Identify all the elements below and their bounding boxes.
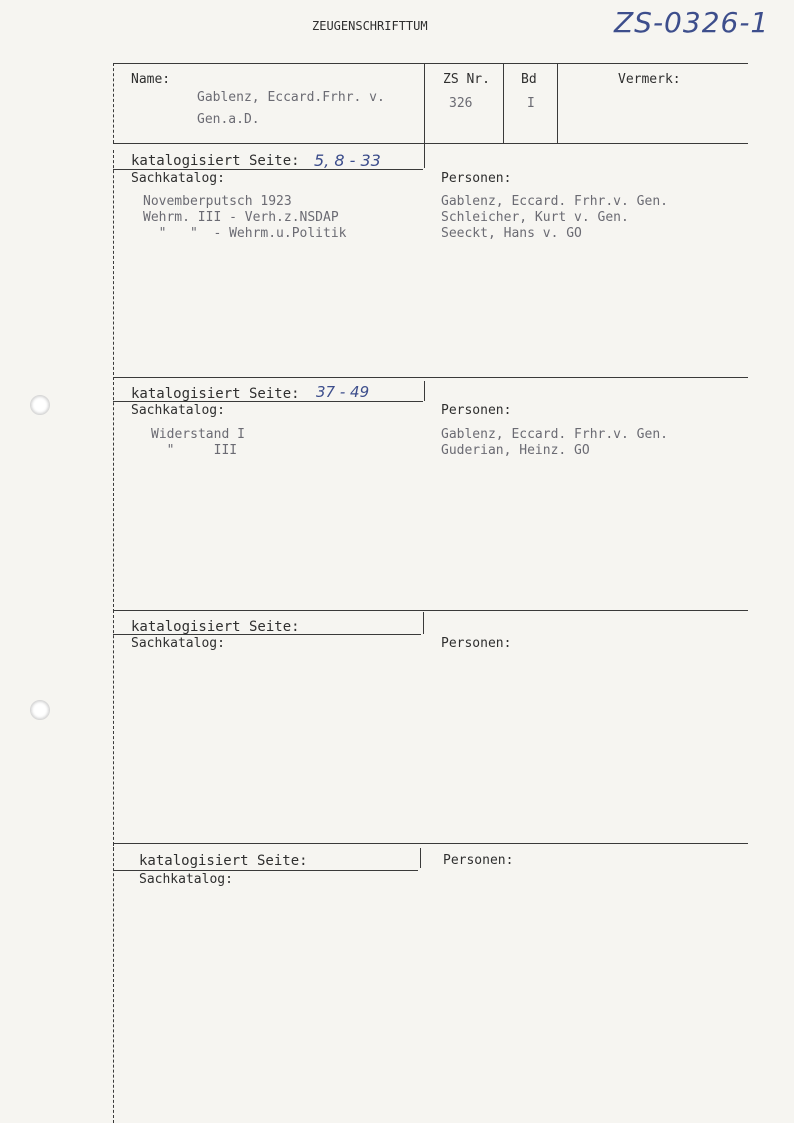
section2-top-line [113,377,748,378]
section4-personen-label: Personen: [443,853,514,868]
section4-sach-label: Sachkatalog: [139,872,233,887]
section4-katalog-tick [420,848,421,868]
section3-katalog-label: katalogisiert Seite: [131,619,300,635]
section4-katalog-underline [113,870,418,871]
name-box-divider-zs [424,63,425,148]
section2-left-line [113,377,114,612]
name-box-top-line [113,63,748,64]
punch-hole-bottom [30,700,50,720]
section1-left-line [113,150,114,380]
section1-sach-item: " " - Wehrm.u.Politik [143,226,347,241]
section2-sach-item: " III [151,443,238,458]
section2-sach-item: Widerstand I [151,427,245,442]
section2-sach-label: Sachkatalog: [131,403,225,418]
section1-sach-item: Novemberputsch 1923 [143,194,292,209]
section2-personen-item: Guderian, Heinz. GO [441,443,590,458]
zs-value: 326 [449,96,473,111]
section2-katalog-pages: 37 - 49 [316,383,370,401]
section2-katalog-label: katalogisiert Seite: [131,386,300,402]
bd-label: Bd [521,72,537,87]
name-box-bottom-line [113,143,748,144]
section1-personen-item: Schleicher, Kurt v. Gen. [441,210,629,225]
section1-personen-label: Personen: [441,171,512,186]
section1-katalog-label: katalogisiert Seite: [131,153,300,169]
name-box-left-line [113,63,114,143]
name-value-line2: Gen.a.D. [197,112,260,127]
section3-left-line [113,610,114,850]
section1-personen-item: Seeckt, Hans v. GO [441,226,582,241]
section1-sach-label: Sachkatalog: [131,171,225,186]
name-box-divider-bd [503,63,504,143]
section2-personen-item: Gablenz, Eccard. Frhr.v. Gen. [441,427,668,442]
section1-sach-item: Wehrm. III - Verh.z.NSDAP [143,210,339,225]
section1-personen-item: Gablenz, Eccard. Frhr.v. Gen. [441,194,668,209]
section3-sach-label: Sachkatalog: [131,636,225,651]
bd-value: I [527,96,535,111]
section2-katalog-tick [424,381,425,401]
section2-personen-label: Personen: [441,403,512,418]
section4-left-line [113,843,114,1123]
section3-top-line [113,610,748,611]
section3-katalog-tick [423,612,424,634]
section1-katalog-pages: 5, 8 - 33 [314,151,381,170]
section1-katalog-tick [424,148,425,168]
zs-label: ZS Nr. [443,72,490,87]
document-title: ZEUGENSCHRIFTTUM [312,19,428,33]
section3-personen-label: Personen: [441,636,512,651]
section4-katalog-label: katalogisiert Seite: [139,853,308,869]
punch-hole-top [30,395,50,415]
name-box-divider-vermerk [557,63,558,143]
vermerk-label: Vermerk: [618,72,681,87]
section4-top-line [113,843,748,844]
name-label: Name: [131,72,171,87]
archive-number: ZS-0326-1 [614,6,770,39]
name-value-line1: Gablenz, Eccard.Frhr. v. [197,90,385,105]
